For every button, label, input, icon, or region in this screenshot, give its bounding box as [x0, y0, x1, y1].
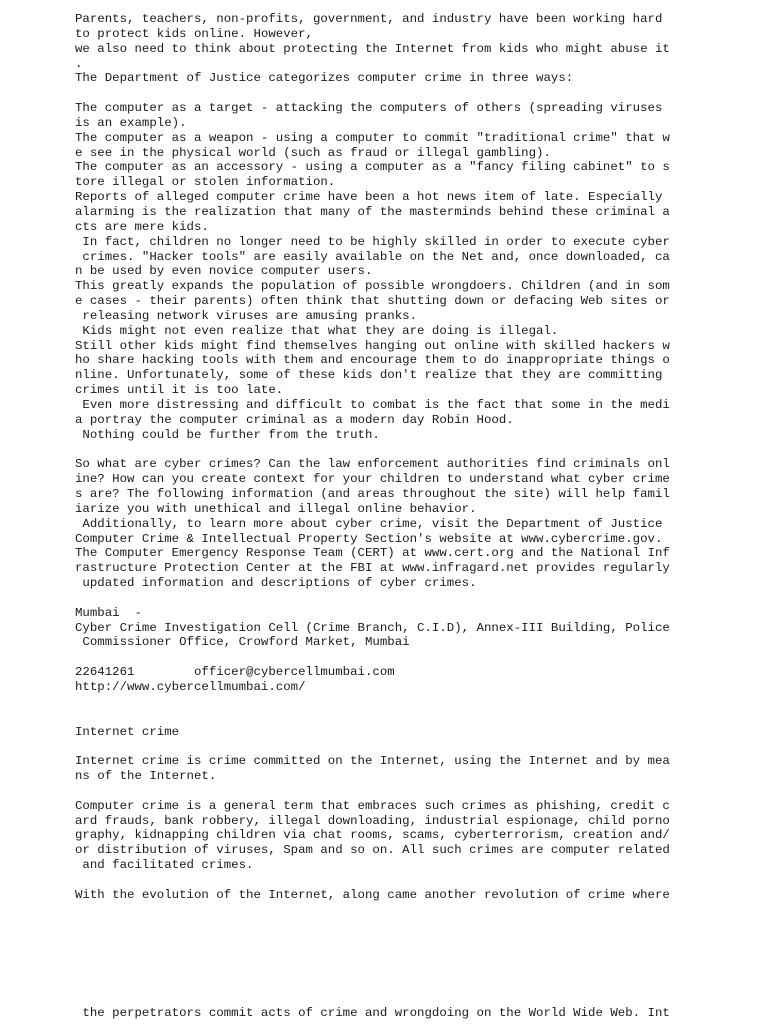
text-line: releasing network viruses are amusing pranks.: [75, 308, 418, 323]
text-line: Commissioner Office, Crowford Market, Mumbai: [75, 635, 410, 650]
text-line: e see in the physical world (such as fraud or illegal gambling).: [75, 145, 551, 160]
text-line: Kids might not even realize that what they are doing is illegal.: [75, 323, 559, 338]
text-line: e cases - their parents) often think that shutting down or defacing Web sites or: [75, 294, 670, 309]
text-line: and facilitated crimes.: [75, 858, 254, 873]
text-line: So what are cyber crimes? Can the law enforcement authorities find criminals onl: [75, 457, 670, 472]
text-line: Even more distressing and difficult to combat is the fact that some in the medi: [75, 397, 670, 412]
text-line: Internet crime: [75, 724, 180, 739]
text-line: ns of the Internet.: [75, 769, 217, 784]
text-line: updated information and descriptions of cyber crimes.: [75, 576, 477, 591]
text-line: The computer as a target - attacking the computers of others (spreading viruses: [75, 101, 663, 116]
text-line: graphy, kidnapping children via chat rooms, scams, cyberterrorism, creation and/: [75, 828, 670, 843]
text-line: to protect kids online. However,: [75, 26, 313, 41]
text-line: ho share hacking tools with them and encourage them to do inappropriate things o: [75, 353, 670, 368]
text-line: we also need to think about protecting the Internet from kids who might abuse it: [75, 41, 670, 56]
text-line: The computer as an accessory - using a computer as a "fancy filing cabinet" to s: [75, 160, 670, 175]
text-line: http://www.cybercellmumbai.com/: [75, 679, 306, 694]
text-line: Reports of alleged computer crime have been a hot news item of late. Especially: [75, 190, 663, 205]
text-line: Computer Crime & Intellectual Property Section's website at www.cybercrime.gov.: [75, 531, 663, 546]
text-line: .: [75, 56, 83, 71]
text-line: Still other kids might find themselves hanging out online with skilled hackers w: [75, 338, 670, 353]
text-line: ine? How can you create context for your children to understand what cyber crime: [75, 472, 670, 487]
text-line: In fact, children no longer need to be highly skilled in order to execute cyber: [75, 234, 670, 249]
text-line: alarming is the realization that many of the masterminds behind these criminal a: [75, 204, 670, 219]
text-line: Additionally, to learn more about cyber crime, visit the Department of Justice: [75, 516, 663, 531]
text-line: Nothing could be further from the truth.: [75, 427, 380, 442]
text-line: Cyber Crime Investigation Cell (Crime Branch, C.I.D), Annex-III Building, Police: [75, 620, 670, 635]
text-line: iarize you with unethical and illegal online behavior.: [75, 501, 477, 516]
text-line: Parents, teachers, non-profits, government, and industry have been working hard: [75, 12, 663, 26]
text-line: Internet crime is crime committed on the Internet, using the Internet and by mea: [75, 754, 670, 769]
text-line: crimes. "Hacker tools" are easily available on the Net and, once downloaded, ca: [75, 249, 670, 264]
text-line: The Computer Emergency Response Team (CERT) at www.cert.org and the National Inf: [75, 546, 670, 561]
text-line: cts are mere kids.: [75, 219, 209, 234]
text-line: The computer as a weapon - using a computer to commit "traditional crime" that w: [75, 130, 670, 145]
document-body: [75, 12, 735, 903]
document-tail-line: the perpetrators commit acts of crime and wrongdoing on the World Wide Web. Int: [75, 1006, 670, 1020]
text-line: n be used by even novice computer users.: [75, 264, 373, 279]
text-line: 22641261 officer@cybercellmumbai.com: [75, 665, 395, 680]
text-line: ard frauds, bank robbery, illegal downloading, industrial espionage, child porno: [75, 813, 670, 828]
text-line: tore illegal or stolen information.: [75, 175, 336, 190]
text-line: This greatly expands the population of possible wrongdoers. Children (and in som: [75, 279, 670, 294]
text-line: The Department of Justice categorizes computer crime in three ways:: [75, 71, 574, 86]
text-line: s are? The following information (and areas throughout the site) will help famil: [75, 487, 670, 501]
text-line: Mumbai -: [75, 605, 142, 620]
text-line: nline. Unfortunately, some of these kids don't realize that they are committing: [75, 368, 663, 383]
text-line: With the evolution of the Internet, along came another revolution of crime where: [75, 887, 670, 902]
text-line: rastructure Protection Center at the FBI at www.infragard.net provides regularly: [75, 561, 670, 576]
text-line: Computer crime is a general term that embraces such crimes as phishing, credit c: [75, 798, 670, 813]
text-line: a portray the computer criminal as a modern day Robin Hood.: [75, 412, 514, 427]
text-line: is an example).: [75, 115, 187, 130]
text-line: or distribution of viruses, Spam and so on. All such crimes are computer related: [75, 843, 670, 858]
text-line: crimes until it is too late.: [75, 383, 284, 398]
